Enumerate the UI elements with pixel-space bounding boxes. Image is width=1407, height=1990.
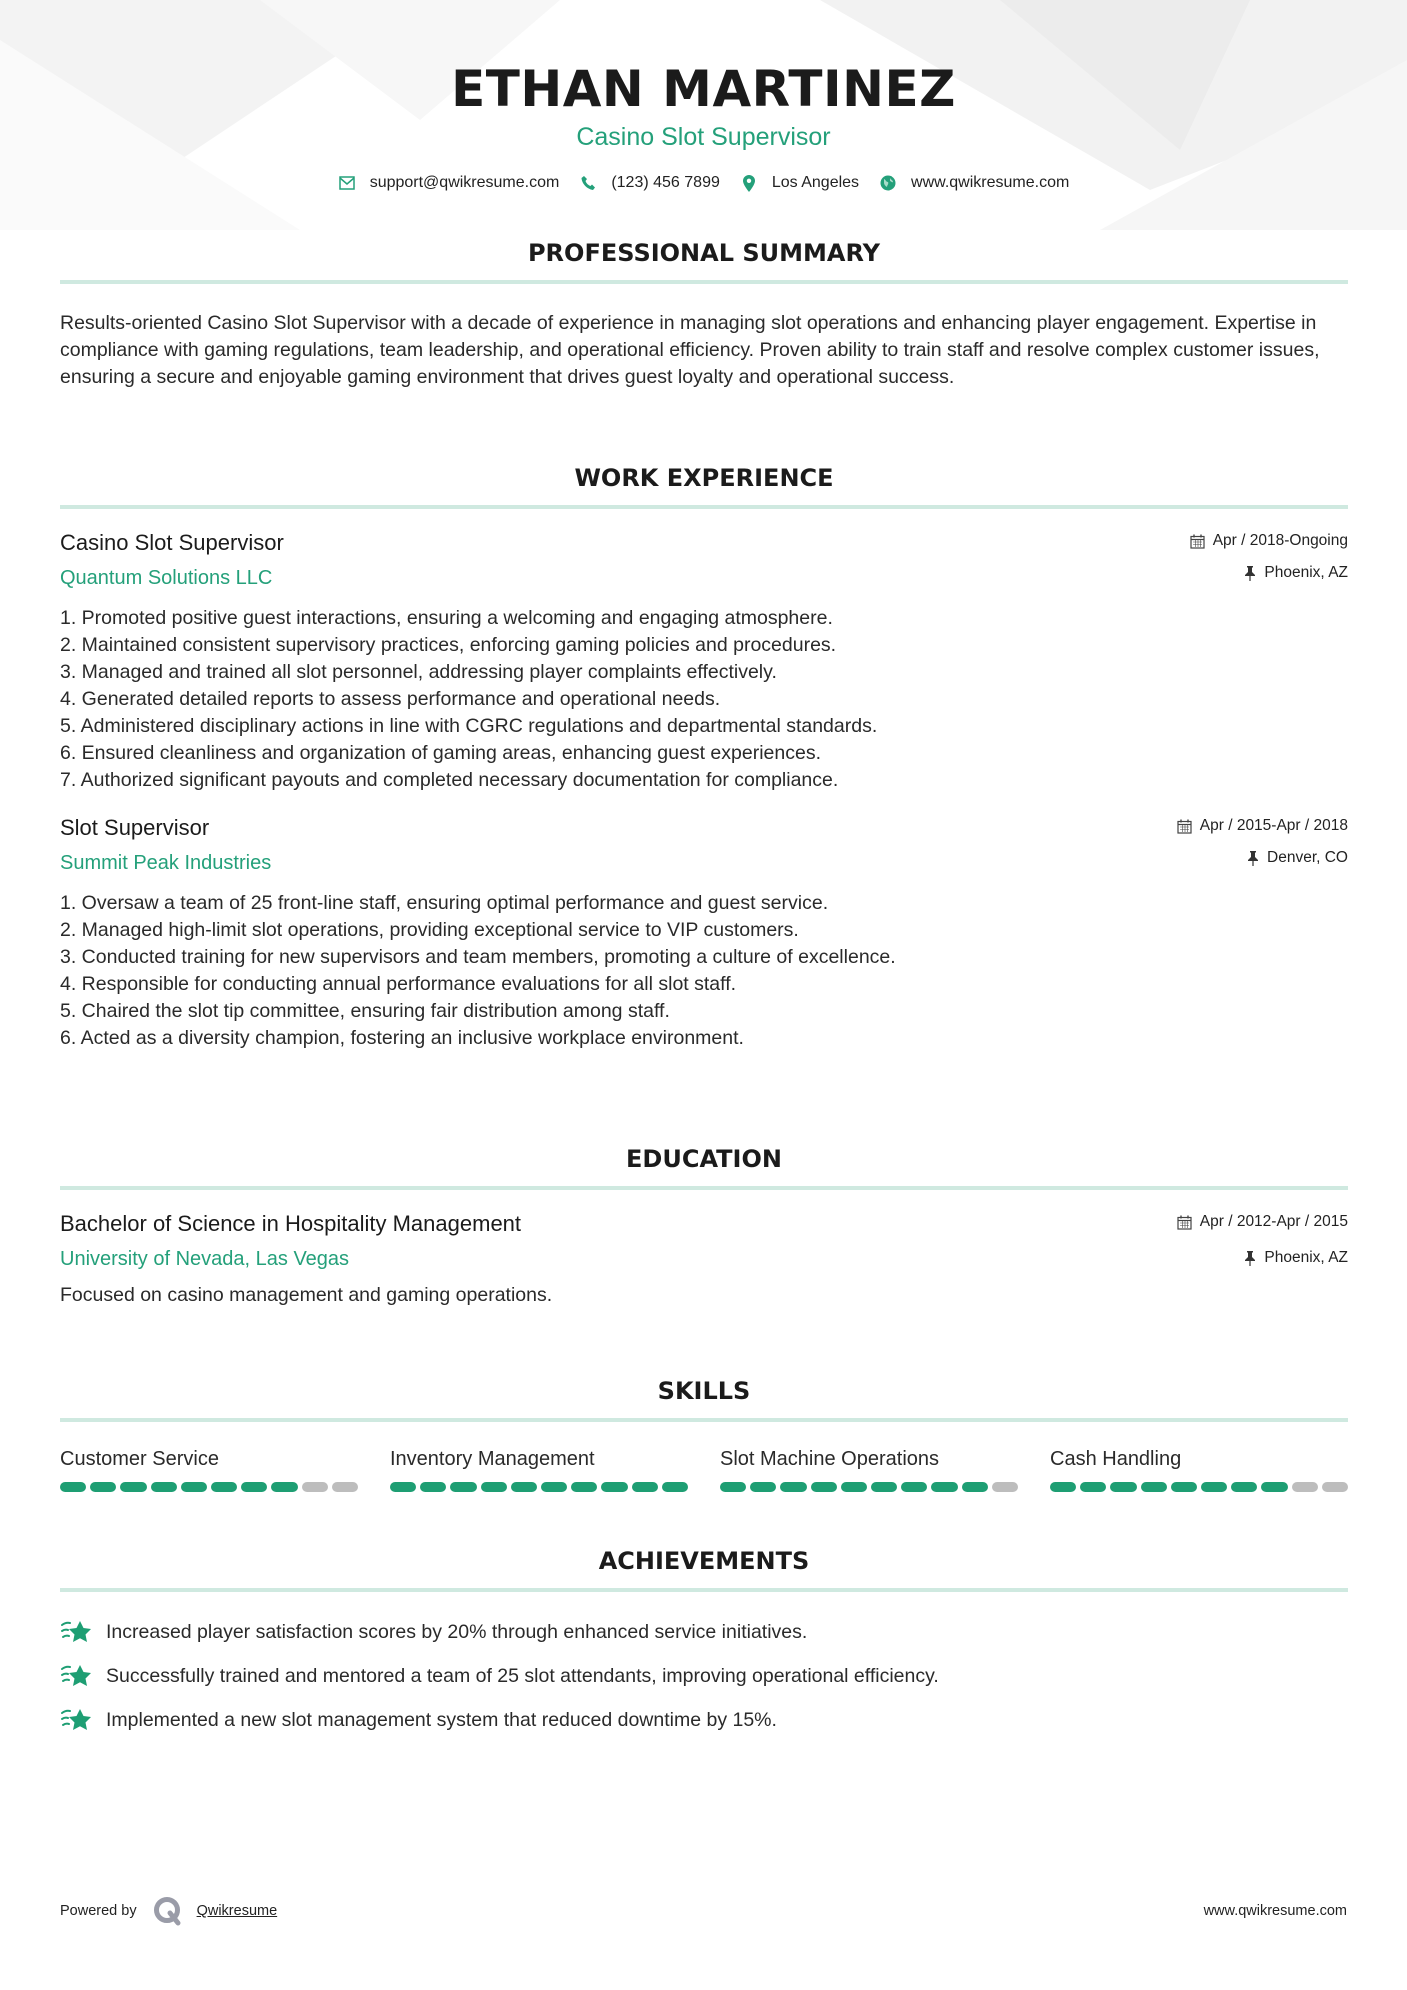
qwikresume-logo-icon (153, 1896, 183, 1926)
achievement-item (60, 1654, 1348, 1698)
achievement-item (60, 1610, 1348, 1654)
job-bullet: 2. Maintained consistent supervisory practices, enforcing gaming policies and procedures. (60, 634, 837, 656)
skill-segment (780, 1482, 806, 1492)
pushpin-icon (1247, 851, 1259, 866)
job-dates: Apr / 2015-Apr / 2018 (1199, 817, 1348, 834)
skill-segment (90, 1482, 116, 1492)
footer-website[interactable]: www.qwikresume.com (1203, 1903, 1347, 1919)
education-location: Phoenix, AZ (1264, 1249, 1348, 1266)
skill-rating-bar (1050, 1482, 1348, 1492)
skill-item (390, 1446, 688, 1492)
skill-segment (541, 1482, 567, 1492)
school-name: University of Nevada, Las Vegas (60, 1248, 350, 1270)
skill-segment (60, 1482, 86, 1492)
job-bullet: 4. Generated detailed reports to assess performance and operational needs. (60, 688, 721, 710)
summary-heading: PROFESSIONAL SUMMARY (527, 239, 881, 267)
skill-segment (901, 1482, 927, 1492)
section-divider (60, 280, 1348, 284)
skill-segment (241, 1482, 267, 1492)
resume-header (0, 0, 1407, 192)
map-pin-icon (740, 174, 758, 192)
job-bullets (60, 605, 1348, 794)
achievements-list (60, 1610, 1348, 1742)
skill-segment (211, 1482, 237, 1492)
education-entry (60, 1210, 1348, 1309)
skill-segment (1080, 1482, 1106, 1492)
page-footer (60, 1896, 1347, 1926)
contact-website[interactable] (879, 174, 1069, 192)
achievements-heading: ACHIEVEMENTS (598, 1547, 810, 1575)
pushpin-icon (1244, 566, 1256, 581)
calendar-icon (1190, 534, 1205, 549)
skill-name: Customer Service (60, 1448, 219, 1470)
education-section (60, 1144, 1348, 1309)
job-company: Summit Peak Industries (60, 852, 272, 874)
job-entry (60, 529, 1348, 794)
calendar-icon (1177, 819, 1192, 834)
skills-section (60, 1376, 1348, 1492)
skill-segment (931, 1482, 957, 1492)
skill-segment (511, 1482, 537, 1492)
phone-icon (579, 174, 597, 192)
summary-section (60, 238, 1348, 391)
skill-segment (962, 1482, 988, 1492)
contact-website-text: www.qwikresume.com (911, 174, 1070, 191)
achievements-section (60, 1546, 1348, 1742)
education-meta (1177, 1210, 1348, 1270)
job-location: Phoenix, AZ (1264, 564, 1348, 581)
skill-segment (992, 1482, 1018, 1492)
education-dates: Apr / 2012-Apr / 2015 (1199, 1213, 1348, 1230)
job-title: Slot Supervisor (60, 815, 210, 840)
achievement-text: Implemented a new slot management system that reduced downtime by 15%. (106, 1708, 777, 1731)
skill-segment (450, 1482, 476, 1492)
summary-text: Results-oriented Casino Slot Supervisor with a decade of experience in managing slot operations and enhancing player engagement. Expertise in compliance with gaming regulations, team leadership, and operational efficiency. Proven ability to train staff and resolve complex customer issues, ensuring a secure and enjoyable gaming environment that drives guest loyalty and operational success. (60, 312, 1320, 388)
skill-segment (720, 1482, 746, 1492)
globe-icon (879, 174, 897, 192)
skill-item (1050, 1446, 1348, 1492)
skill-segment (1171, 1482, 1197, 1492)
job-bullet: 5. Administered disciplinary actions in line with CGRC regulations and departmental standards. (60, 715, 878, 737)
job-bullet: 2. Managed high-limit slot operations, providing exceptional service to VIP customers. (60, 919, 799, 941)
skill-rating-bar (60, 1482, 358, 1492)
skill-segment (632, 1482, 658, 1492)
skill-segment (181, 1482, 207, 1492)
skill-segment (420, 1482, 446, 1492)
skill-segment (601, 1482, 627, 1492)
shooting-star-icon (60, 1706, 92, 1734)
contact-location (740, 174, 859, 192)
skill-segment (120, 1482, 146, 1492)
job-bullet: 1. Promoted positive guest interactions, ensuring a welcoming and engaging atmosphere. (60, 607, 833, 629)
skill-segment (1201, 1482, 1227, 1492)
skills-list (60, 1446, 1348, 1492)
skill-name: Inventory Management (390, 1448, 595, 1470)
achievement-text: Increased player satisfaction scores by 20% through enhanced service initiatives. (106, 1620, 808, 1643)
skill-segment (151, 1482, 177, 1492)
experience-section (60, 463, 1348, 1052)
achievement-text: Successfully trained and mentored a team of 25 slot attendants, improving operational efficiency. (106, 1664, 939, 1687)
skill-segment (841, 1482, 867, 1492)
job-bullet: 3. Managed and trained all slot personnel, addressing player complaints effectively. (60, 661, 777, 683)
section-divider (60, 1418, 1348, 1422)
degree-title: Bachelor of Science in Hospitality Management (60, 1211, 522, 1236)
skill-segment (1322, 1482, 1348, 1492)
job-dates: Apr / 2018-Ongoing (1212, 532, 1348, 549)
shooting-star-icon (60, 1618, 92, 1646)
skill-name: Slot Machine Operations (720, 1448, 940, 1470)
contact-phone-text: (123) 456 7899 (611, 174, 720, 191)
pushpin-icon (1244, 1251, 1256, 1266)
job-bullet: 1. Oversaw a team of 25 front-line staff, ensuring optimal performance and guest service. (60, 892, 829, 914)
calendar-icon (1177, 1215, 1192, 1230)
skill-segment (871, 1482, 897, 1492)
shooting-star-icon (60, 1662, 92, 1690)
skill-segment (332, 1482, 358, 1492)
experience-heading: WORK EXPERIENCE (574, 464, 834, 492)
skill-segment (390, 1482, 416, 1492)
skill-segment (1261, 1482, 1287, 1492)
job-meta (1190, 529, 1348, 585)
contact-location-text: Los Angeles (771, 174, 860, 191)
skill-segment (1110, 1482, 1136, 1492)
candidate-name: ETHAN MARTINEZ (451, 60, 956, 118)
powered-by (60, 1896, 277, 1926)
skill-segment (662, 1482, 688, 1492)
section-divider (60, 1588, 1348, 1592)
skill-segment (750, 1482, 776, 1492)
skill-segment (811, 1482, 837, 1492)
skill-item (60, 1446, 358, 1492)
skill-segment (481, 1482, 507, 1492)
envelope-icon (338, 174, 356, 192)
job-bullet: 7. Authorized significant payouts and completed necessary documentation for compliance. (60, 769, 839, 791)
job-bullet: 6. Ensured cleanliness and organization of gaming areas, enhancing guest experiences. (60, 742, 821, 764)
skill-segment (271, 1482, 297, 1492)
job-bullet: 3. Conducted training for new supervisors and team members, promoting a culture of excellence. (60, 946, 896, 968)
section-divider (60, 505, 1348, 509)
education-description: Focused on casino management and gaming operations. (60, 1284, 553, 1306)
skill-item (720, 1446, 1018, 1492)
qwikresume-link[interactable]: Qwikresume (196, 1903, 278, 1919)
skill-segment (302, 1482, 328, 1492)
powered-by-label: Powered by (60, 1903, 137, 1919)
skill-name: Cash Handling (1050, 1448, 1182, 1470)
skill-segment (1231, 1482, 1257, 1492)
job-location: Denver, CO (1267, 849, 1348, 866)
section-divider (60, 1186, 1348, 1190)
job-bullet: 4. Responsible for conducting annual performance evaluations for all slot staff. (60, 973, 737, 995)
job-bullet: 6. Acted as a diversity champion, fostering an inclusive workplace environment. (60, 1027, 744, 1049)
education-heading: EDUCATION (626, 1145, 782, 1173)
skill-rating-bar (390, 1482, 688, 1492)
skill-rating-bar (720, 1482, 1018, 1492)
skill-segment (1141, 1482, 1167, 1492)
candidate-title: Casino Slot Supervisor (576, 123, 831, 151)
job-bullets (60, 890, 1348, 1052)
achievement-item (60, 1698, 1348, 1742)
contact-phone[interactable] (579, 174, 720, 192)
job-bullet: 5. Chaired the slot tip committee, ensuring fair distribution among staff. (60, 1000, 670, 1022)
job-title: Casino Slot Supervisor (60, 530, 284, 555)
job-meta (1177, 814, 1348, 870)
skills-heading: SKILLS (657, 1377, 751, 1405)
job-company: Quantum Solutions LLC (60, 567, 273, 589)
skill-segment (571, 1482, 597, 1492)
contact-email[interactable] (338, 174, 560, 192)
skill-segment (1050, 1482, 1076, 1492)
job-entry (60, 814, 1348, 1052)
contact-email-text: support@qwikresume.com (369, 174, 560, 191)
contact-row (0, 174, 1407, 192)
skill-segment (1292, 1482, 1318, 1492)
